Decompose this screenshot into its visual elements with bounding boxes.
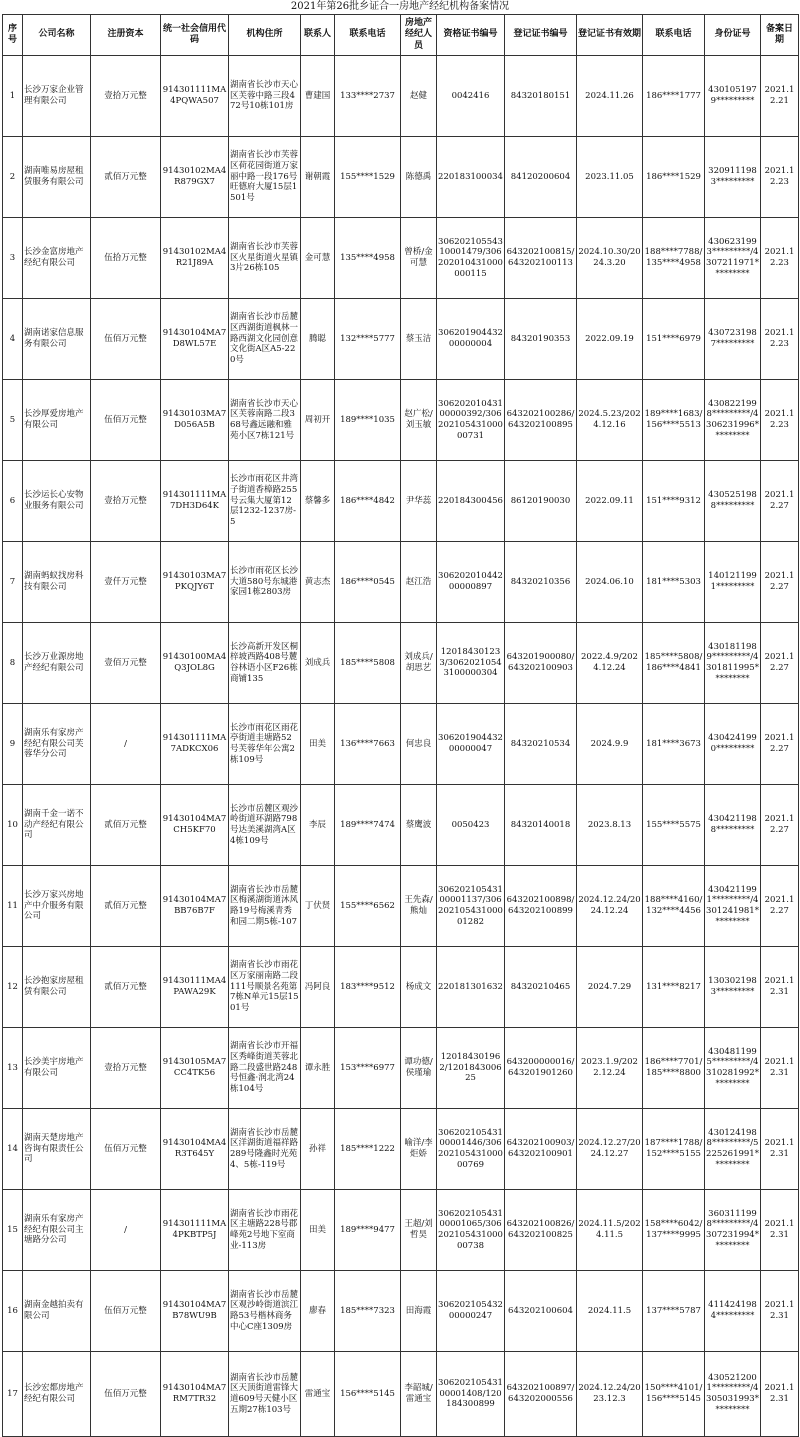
registration-cert-no-cell: 643202100903/643202100901	[505, 1109, 577, 1190]
contact-phone-cell: 185****7323	[335, 1271, 401, 1352]
registration-cert-no-cell: 643202100815/643202100113	[505, 218, 577, 299]
cert-validity-cell: 2022.09.19	[577, 299, 643, 380]
company-name-cell: 湖南千金一诺不动产经纪有限公司	[23, 785, 91, 866]
contact-phone-cell: 186****0545	[335, 542, 401, 623]
table-row	[3, 1028, 799, 1109]
cert-validity-cell: 2023.8.13	[577, 785, 643, 866]
filing-date-cell: 2021.12.31	[761, 1271, 799, 1352]
address-cell: 湖南省长沙市雨花区万家丽南路二段111号顺景名苑第7栋N单元15层1501号	[229, 947, 301, 1028]
qualification-cert-no-cell: 120184301962/120184300625	[437, 1028, 505, 1109]
row-index-cell: 6	[3, 461, 23, 542]
credit-code-cell: 91430103MA7PKQJY6T	[161, 542, 229, 623]
qualification-cert-no-cell: 120184301233/30620210543100000304	[437, 623, 505, 704]
company-name-cell: 长沙宏都房地产经纪有限公司	[23, 1352, 91, 1437]
agent-staff-cell: 赵江浩	[401, 542, 437, 623]
cert-validity-cell: 2022.4.9/2024.12.24	[577, 623, 643, 704]
contact-phone-cell: 189****9477	[335, 1190, 401, 1271]
agent-staff-cell: 赵广松/刘玉敏	[401, 380, 437, 461]
registered-capital-cell: 壹拾万元整	[91, 56, 161, 137]
company-name-cell: 长沙运长心安物业服务有限公司	[23, 461, 91, 542]
agent-phone-cell: 150****4101/156****5145	[643, 1352, 705, 1437]
address-cell: 长沙市雨花区井湾子街道香樟路255号云集大厦第12层1232-1237房-5	[229, 461, 301, 542]
row-index-cell: 8	[3, 623, 23, 704]
id-number-cell: 4304211991*********/4301241981*********	[705, 866, 761, 947]
registered-capital-cell: 伍佰万元整	[91, 1109, 161, 1190]
address-cell: 湖南省长沙市芙蓉区火星街道火星镇3片26栋105	[229, 218, 301, 299]
agent-staff-cell: 蔡鹰波	[401, 785, 437, 866]
cert-validity-cell: 2023.11.05	[577, 137, 643, 218]
id-number-cell: 4305251988*********	[705, 461, 761, 542]
table-row	[3, 137, 799, 218]
row-index-cell: 12	[3, 947, 23, 1028]
credit-code-cell: 914301111MA4PKBTP5J	[161, 1190, 229, 1271]
row-index-cell: 15	[3, 1190, 23, 1271]
id-number-cell: 4306231993*********/4307211971*********	[705, 218, 761, 299]
table-row	[3, 623, 799, 704]
cert-validity-cell: 2023.1.9/2022.12.24	[577, 1028, 643, 1109]
agent-phone-cell: 189****1683/156****5513	[643, 380, 705, 461]
contact-person-cell: 金可慧	[301, 218, 335, 299]
row-index-cell: 10	[3, 785, 23, 866]
table-row	[3, 380, 799, 461]
contact-phone-cell: 186****4842	[335, 461, 401, 542]
cert-validity-cell: 2024.11.26	[577, 56, 643, 137]
col-id-number-header: 身份证号	[705, 15, 761, 56]
col-credit-code-header: 统一社会信用代码	[161, 15, 229, 56]
credit-code-cell: 914301111MA4PQWA507	[161, 56, 229, 137]
row-index-cell: 14	[3, 1109, 23, 1190]
agent-staff-cell: 何忠良	[401, 704, 437, 785]
agent-phone-cell: 158****6042/137****9995	[643, 1190, 705, 1271]
qualification-cert-no-cell: 30620210543100001137/30620210543100001282	[437, 866, 505, 947]
contact-person-cell: 田美	[301, 1190, 335, 1271]
credit-code-cell: 914301111MA7DH3D64K	[161, 461, 229, 542]
registration-cert-no-cell: 84320210356	[505, 542, 577, 623]
table-row	[3, 299, 799, 380]
cert-validity-cell: 2024.12.24/2024.12.24	[577, 866, 643, 947]
qualification-cert-no-cell: 30620210554310001479/306202010431000000115	[437, 218, 505, 299]
filing-date-cell: 2021.12.27	[761, 785, 799, 866]
registration-cert-no-cell: 643202100898/643202100899	[505, 866, 577, 947]
agent-phone-cell: 155****5575	[643, 785, 705, 866]
registered-capital-cell: 伍佰万元整	[91, 299, 161, 380]
filing-date-cell: 2021.12.27	[761, 623, 799, 704]
table-row	[3, 542, 799, 623]
contact-person-cell: 谭永胜	[301, 1028, 335, 1109]
qualification-cert-no-cell: 30620201043100000392/30620210543100000731	[437, 380, 505, 461]
filing-date-cell: 2021.12.23	[761, 299, 799, 380]
contact-person-cell: 曹建国	[301, 56, 335, 137]
row-index-cell: 5	[3, 380, 23, 461]
id-number-cell: 1401211991*********	[705, 542, 761, 623]
address-cell: 湖南省长沙市岳麓区梅溪湖街道沐风路19号梅溪青秀和园二期5栋-107	[229, 866, 301, 947]
col-agent-staff-header: 房地产经纪人员	[401, 15, 437, 56]
agent-staff-cell: 尹华蕊	[401, 461, 437, 542]
registered-capital-cell: 贰佰万元整	[91, 947, 161, 1028]
registered-capital-cell: 壹拾万元整	[91, 1028, 161, 1109]
registration-cert-no-cell: 84320180151	[505, 56, 577, 137]
col-index-header: 序号	[3, 15, 23, 56]
contact-phone-cell: 156****5145	[335, 1352, 401, 1437]
table-row	[3, 785, 799, 866]
company-name-cell: 长沙万家企业管理有限公司	[23, 56, 91, 137]
contact-person-cell: 刘成兵	[301, 623, 335, 704]
table-row	[3, 866, 799, 947]
agent-staff-cell: 赵健	[401, 56, 437, 137]
qualification-cert-no-cell: 30620210543100001408/120184300899	[437, 1352, 505, 1437]
credit-code-cell: 91430105MA7CC4TK56	[161, 1028, 229, 1109]
row-index-cell: 1	[3, 56, 23, 137]
qualification-cert-no-cell: 30620210543200000247	[437, 1271, 505, 1352]
cert-validity-cell: 2024.7.29	[577, 947, 643, 1028]
col-company-name-header: 公司名称	[23, 15, 91, 56]
row-index-cell: 16	[3, 1271, 23, 1352]
contact-person-cell: 孙祥	[301, 1109, 335, 1190]
agent-phone-cell: 187****1788/152****5155	[643, 1109, 705, 1190]
agent-phone-cell: 131****8217	[643, 947, 705, 1028]
registration-cert-no-cell: 84320210534	[505, 704, 577, 785]
row-index-cell: 3	[3, 218, 23, 299]
registered-capital-cell: 伍佰万元整	[91, 1271, 161, 1352]
agent-phone-cell: 186****1777	[643, 56, 705, 137]
cert-validity-cell: 2022.09.11	[577, 461, 643, 542]
registration-cert-no-cell: 84120200604	[505, 137, 577, 218]
address-cell: 湖南省长沙市岳麓区洋湖街道福祥路289号隆鑫时光苑4、5栋-119号	[229, 1109, 301, 1190]
col-agent-phone-header: 联系电话	[643, 15, 705, 56]
cert-validity-cell: 2024.12.27/2024.12.27	[577, 1109, 643, 1190]
cert-validity-cell: 2024.9.9	[577, 704, 643, 785]
qualification-cert-no-cell: 30620201044200000897	[437, 542, 505, 623]
contact-person-cell: 田美	[301, 704, 335, 785]
agent-staff-cell: 刘成兵/胡思艺	[401, 623, 437, 704]
registered-capital-cell: 贰佰万元整	[91, 785, 161, 866]
filing-date-cell: 2021.12.31	[761, 1352, 799, 1437]
table-row	[3, 1352, 799, 1437]
credit-code-cell: 91430104MA7BB76B7F	[161, 866, 229, 947]
contact-phone-cell: 135****4958	[335, 218, 401, 299]
filing-date-cell: 2021.12.27	[761, 461, 799, 542]
company-name-cell: 湖南蚂蚁找房科技有限公司	[23, 542, 91, 623]
contact-person-cell: 雷通宝	[301, 1352, 335, 1437]
agent-phone-cell: 181****5303	[643, 542, 705, 623]
filing-date-cell: 2021.12.31	[761, 947, 799, 1028]
company-name-cell: 长沙厚爱房地产有限公司	[23, 380, 91, 461]
document-title: 2021年第26批乡证合一房地产经纪机构备案情况	[290, 1, 510, 12]
id-number-cell: 4304811995*********/4310281992*********	[705, 1028, 761, 1109]
company-name-cell: 湖南乐有家房产经纪有限公司主塘路分公司	[23, 1190, 91, 1271]
address-cell: 湖南省长沙市岳麓区观沙岭街道滨江路53号楷林商务中心C座1309房	[229, 1271, 301, 1352]
registration-cert-no-cell: 84320190353	[505, 299, 577, 380]
registered-capital-cell: 伍拾万元整	[91, 218, 161, 299]
qualification-cert-no-cell: 220181301632	[437, 947, 505, 1028]
contact-phone-cell: 155****1529	[335, 137, 401, 218]
id-number-cell: 4114241984*********	[705, 1271, 761, 1352]
agent-staff-cell: 田海霞	[401, 1271, 437, 1352]
company-name-cell: 湖南乐有家房产经纪有限公司芙蓉华分公司	[23, 704, 91, 785]
table-row	[3, 947, 799, 1028]
company-name-cell: 湖南唯易房屋租赁服务有限公司	[23, 137, 91, 218]
table-row	[3, 704, 799, 785]
row-index-cell: 7	[3, 542, 23, 623]
registered-capital-cell: 壹佰万元整	[91, 623, 161, 704]
contact-person-cell: 冯阿良	[301, 947, 335, 1028]
credit-code-cell: 91430104MA4R3T645Y	[161, 1109, 229, 1190]
company-name-cell: 长沙抱家房屋租赁有限公司	[23, 947, 91, 1028]
col-cert-validity-header: 登记证书有效期	[577, 15, 643, 56]
filing-date-cell: 2021.12.23	[761, 218, 799, 299]
address-cell: 湖南省长沙市芙蓉区荷花园街道万家丽中路一段176号旺德府大厦15层1501号	[229, 137, 301, 218]
col-qualification-cert-no-header: 资格证书编号	[437, 15, 505, 56]
contact-phone-cell: 132****5777	[335, 299, 401, 380]
agent-staff-cell: 曾桥/金可慧	[401, 218, 437, 299]
agent-phone-cell: 188****4160/132****4456	[643, 866, 705, 947]
id-number-cell: 4307231987*********	[705, 299, 761, 380]
company-name-cell: 长沙万家兴房地产中介服务有限公司	[23, 866, 91, 947]
qualification-cert-no-cell: 220184300456	[437, 461, 505, 542]
table-row	[3, 1190, 799, 1271]
address-cell: 长沙高新开发区桐梓坡西路408号麓谷林语小区F26栋商铺135	[229, 623, 301, 704]
col-contact-phone-header: 联系电话	[335, 15, 401, 56]
contact-person-cell: 丁伏贤	[301, 866, 335, 947]
col-filing-date-header: 备案日期	[761, 15, 799, 56]
company-name-cell: 长沙美宇房地产有限公司	[23, 1028, 91, 1109]
registered-capital-cell: 伍佰万元整	[91, 1352, 161, 1437]
registration-cert-no-cell: 643202100826/643202100825	[505, 1190, 577, 1271]
address-cell: 湖南省长沙市岳麓区天顶街道雷锋大道609号天健小区五期27栋103号	[229, 1352, 301, 1437]
table-row	[3, 461, 799, 542]
table-row	[3, 1271, 799, 1352]
registration-cert-no-cell: 643202100286/643202100895	[505, 380, 577, 461]
registration-cert-no-cell: 643202100604	[505, 1271, 577, 1352]
row-index-cell: 11	[3, 866, 23, 947]
company-name-cell: 长沙万业源房地产经纪有限公司	[23, 623, 91, 704]
cert-validity-cell: 2024.12.24/2023.12.3	[577, 1352, 643, 1437]
registration-cert-no-cell: 84320140018	[505, 785, 577, 866]
registered-capital-cell: 贰佰万元整	[91, 137, 161, 218]
credit-code-cell: 91430102MA4R879GX7	[161, 137, 229, 218]
registered-capital-cell: 伍佰万元整	[91, 380, 161, 461]
credit-code-cell: 91430100MA4Q3JOL8G	[161, 623, 229, 704]
registered-capital-cell: /	[91, 1190, 161, 1271]
id-number-cell: 4305212001*********/4305031993*********	[705, 1352, 761, 1437]
address-cell: 湖南省长沙市雨花区主塘路228号郡峰苑2号地下室商业-113房	[229, 1190, 301, 1271]
credit-code-cell: 91430102MA4R21J89A	[161, 218, 229, 299]
agent-staff-cell: 谭功德/侯瑾瑜	[401, 1028, 437, 1109]
cert-validity-cell: 2024.10.30/2024.3.20	[577, 218, 643, 299]
table-body	[3, 56, 799, 1437]
cert-validity-cell: 2024.5.23/2024.12.16	[577, 380, 643, 461]
table-row	[3, 1109, 799, 1190]
qualification-cert-no-cell: 0042416	[437, 56, 505, 137]
row-index-cell: 2	[3, 137, 23, 218]
contact-phone-cell: 136****7663	[335, 704, 401, 785]
contact-person-cell: 蔡馨多	[301, 461, 335, 542]
company-name-cell: 湖南诺家信息服务有限公司	[23, 299, 91, 380]
cert-validity-cell: 2024.06.10	[577, 542, 643, 623]
agent-staff-cell: 王超/刘哲昊	[401, 1190, 437, 1271]
credit-code-cell: 91430103MA7D056A5B	[161, 380, 229, 461]
address-cell: 长沙市雨花区雨花亭街道圭塘路52号芙蓉华年公寓2栋109号	[229, 704, 301, 785]
credit-code-cell: 91430104MA7D8WL57E	[161, 299, 229, 380]
registered-capital-cell: /	[91, 704, 161, 785]
agent-phone-cell: 186****1529	[643, 137, 705, 218]
agent-phone-cell: 186****7701/185****8800	[643, 1028, 705, 1109]
agent-staff-cell: 陈德禹	[401, 137, 437, 218]
registered-capital-cell: 贰佰万元整	[91, 866, 161, 947]
contact-person-cell: 黄志杰	[301, 542, 335, 623]
company-name-cell: 湖南金越拍卖有限公司	[23, 1271, 91, 1352]
contact-phone-cell: 185****1222	[335, 1109, 401, 1190]
cert-validity-cell: 2024.11.5	[577, 1271, 643, 1352]
filing-date-cell: 2021.12.31	[761, 1109, 799, 1190]
agent-phone-cell: 151****6979	[643, 299, 705, 380]
id-number-cell: 4301241988*********/5225261991*********	[705, 1109, 761, 1190]
row-index-cell: 17	[3, 1352, 23, 1437]
agent-staff-cell: 王先森/熊灿	[401, 866, 437, 947]
agent-staff-cell: 蔡玉洁	[401, 299, 437, 380]
registered-capital-cell: 壹仟万元整	[91, 542, 161, 623]
col-registered-capital-header: 注册资本	[91, 15, 161, 56]
company-name-cell: 湖南天楚房地产咨询有限责任公司	[23, 1109, 91, 1190]
registration-cert-no-cell: 84320210465	[505, 947, 577, 1028]
address-cell: 湖南省长沙市天心区芙蓉中路三段472号10栋101房	[229, 56, 301, 137]
filing-date-cell: 2021.12.31	[761, 1028, 799, 1109]
contact-person-cell: 腾聪	[301, 299, 335, 380]
agent-phone-cell: 151****9312	[643, 461, 705, 542]
address-cell: 长沙市岳麓区观沙岭街道环湖路798号达美溪湖湾A区4栋109号	[229, 785, 301, 866]
agent-phone-cell: 181****3673	[643, 704, 705, 785]
agent-phone-cell: 185****5808/186****4841	[643, 623, 705, 704]
agency-registration-table	[2, 14, 799, 1437]
id-number-cell: 3603111998*********/4307231994*********	[705, 1190, 761, 1271]
agent-staff-cell: 喻洋/李炬娇	[401, 1109, 437, 1190]
qualification-cert-no-cell: 30620210543100001065/30620210543100000738	[437, 1190, 505, 1271]
col-contact-person-header: 联系人	[301, 15, 335, 56]
address-cell: 湖南省长沙市岳麓区西湖街道枫林一路西湖文化园创意文化街A区A5-220号	[229, 299, 301, 380]
agent-staff-cell: 李韶城/雷通宝	[401, 1352, 437, 1437]
registration-cert-no-cell: 86120190030	[505, 461, 577, 542]
credit-code-cell: 91430104MA7CH5KF70	[161, 785, 229, 866]
col-registration-cert-no-header: 登记证书编号	[505, 15, 577, 56]
address-cell: 湖南省长沙市天心区芙蓉南路二段368号鑫远融和雅苑小区7栋121号	[229, 380, 301, 461]
registration-cert-no-cell: 643200000016/643201901260	[505, 1028, 577, 1109]
contact-phone-cell: 183****9512	[335, 947, 401, 1028]
contact-person-cell: 李辰	[301, 785, 335, 866]
id-number-cell: 4304241990*********	[705, 704, 761, 785]
qualification-cert-no-cell: 30620190443200000004	[437, 299, 505, 380]
filing-date-cell: 2021.12.27	[761, 704, 799, 785]
company-name-cell: 长沙金富房地产经纪有限公司	[23, 218, 91, 299]
agent-phone-cell: 188****7788/135****4958	[643, 218, 705, 299]
filing-date-cell: 2021.12.27	[761, 866, 799, 947]
table-header-row	[3, 15, 799, 56]
credit-code-cell: 91430104MA7RM7TR32	[161, 1352, 229, 1437]
row-index-cell: 4	[3, 299, 23, 380]
qualification-cert-no-cell: 30620210543100001446/30620210543100000769	[437, 1109, 505, 1190]
contact-person-cell: 廖春	[301, 1271, 335, 1352]
registration-cert-no-cell: 643202100897/643202000556	[505, 1352, 577, 1437]
credit-code-cell: 91430104MA7B78WU9B	[161, 1271, 229, 1352]
agent-staff-cell: 杨成文	[401, 947, 437, 1028]
agent-phone-cell: 137****5787	[643, 1271, 705, 1352]
id-number-cell: 4308221998*********/4306231996*********	[705, 380, 761, 461]
registered-capital-cell: 壹拾万元整	[91, 461, 161, 542]
filing-date-cell: 2021.12.27	[761, 542, 799, 623]
contact-phone-cell: 189****7474	[335, 785, 401, 866]
row-index-cell: 9	[3, 704, 23, 785]
col-address-header: 机构住所	[229, 15, 301, 56]
row-index-cell: 13	[3, 1028, 23, 1109]
filing-date-cell: 2021.12.23	[761, 137, 799, 218]
address-cell: 湖南省长沙市开福区秀峰街道芙蓉北路二段盛世路248号恒鑫·润北湾24栋104号	[229, 1028, 301, 1109]
address-cell: 长沙市雨花区长沙大道580号东城港家园1栋2803房	[229, 542, 301, 623]
contact-person-cell: 谢朝霞	[301, 137, 335, 218]
filing-date-cell: 2021.12.31	[761, 1190, 799, 1271]
contact-phone-cell: 185****5808	[335, 623, 401, 704]
contact-person-cell: 周初开	[301, 380, 335, 461]
table-row	[3, 218, 799, 299]
contact-phone-cell: 189****1035	[335, 380, 401, 461]
qualification-cert-no-cell: 0050423	[437, 785, 505, 866]
credit-code-cell: 91430111MA4PAWA29K	[161, 947, 229, 1028]
id-number-cell: 4304211988*********	[705, 785, 761, 866]
qualification-cert-no-cell: 30620190443200000047	[437, 704, 505, 785]
table-row	[3, 56, 799, 137]
registration-cert-no-cell: 643201900080/643202100903	[505, 623, 577, 704]
id-number-cell: 4301811989*********/4301811995*********	[705, 623, 761, 704]
filing-date-cell: 2021.12.23	[761, 380, 799, 461]
contact-phone-cell: 155****6562	[335, 866, 401, 947]
filing-date-cell: 2021.12.21	[761, 56, 799, 137]
credit-code-cell: 914301111MA7ADKCX06	[161, 704, 229, 785]
contact-phone-cell: 133****2737	[335, 56, 401, 137]
qualification-cert-no-cell: 220183100034	[437, 137, 505, 218]
id-number-cell: 1303021983*********	[705, 947, 761, 1028]
id-number-cell: 3209111983*********	[705, 137, 761, 218]
contact-phone-cell: 153****6977	[335, 1028, 401, 1109]
cert-validity-cell: 2024.11.5/2024.11.5	[577, 1190, 643, 1271]
id-number-cell: 4301051979*********	[705, 56, 761, 137]
